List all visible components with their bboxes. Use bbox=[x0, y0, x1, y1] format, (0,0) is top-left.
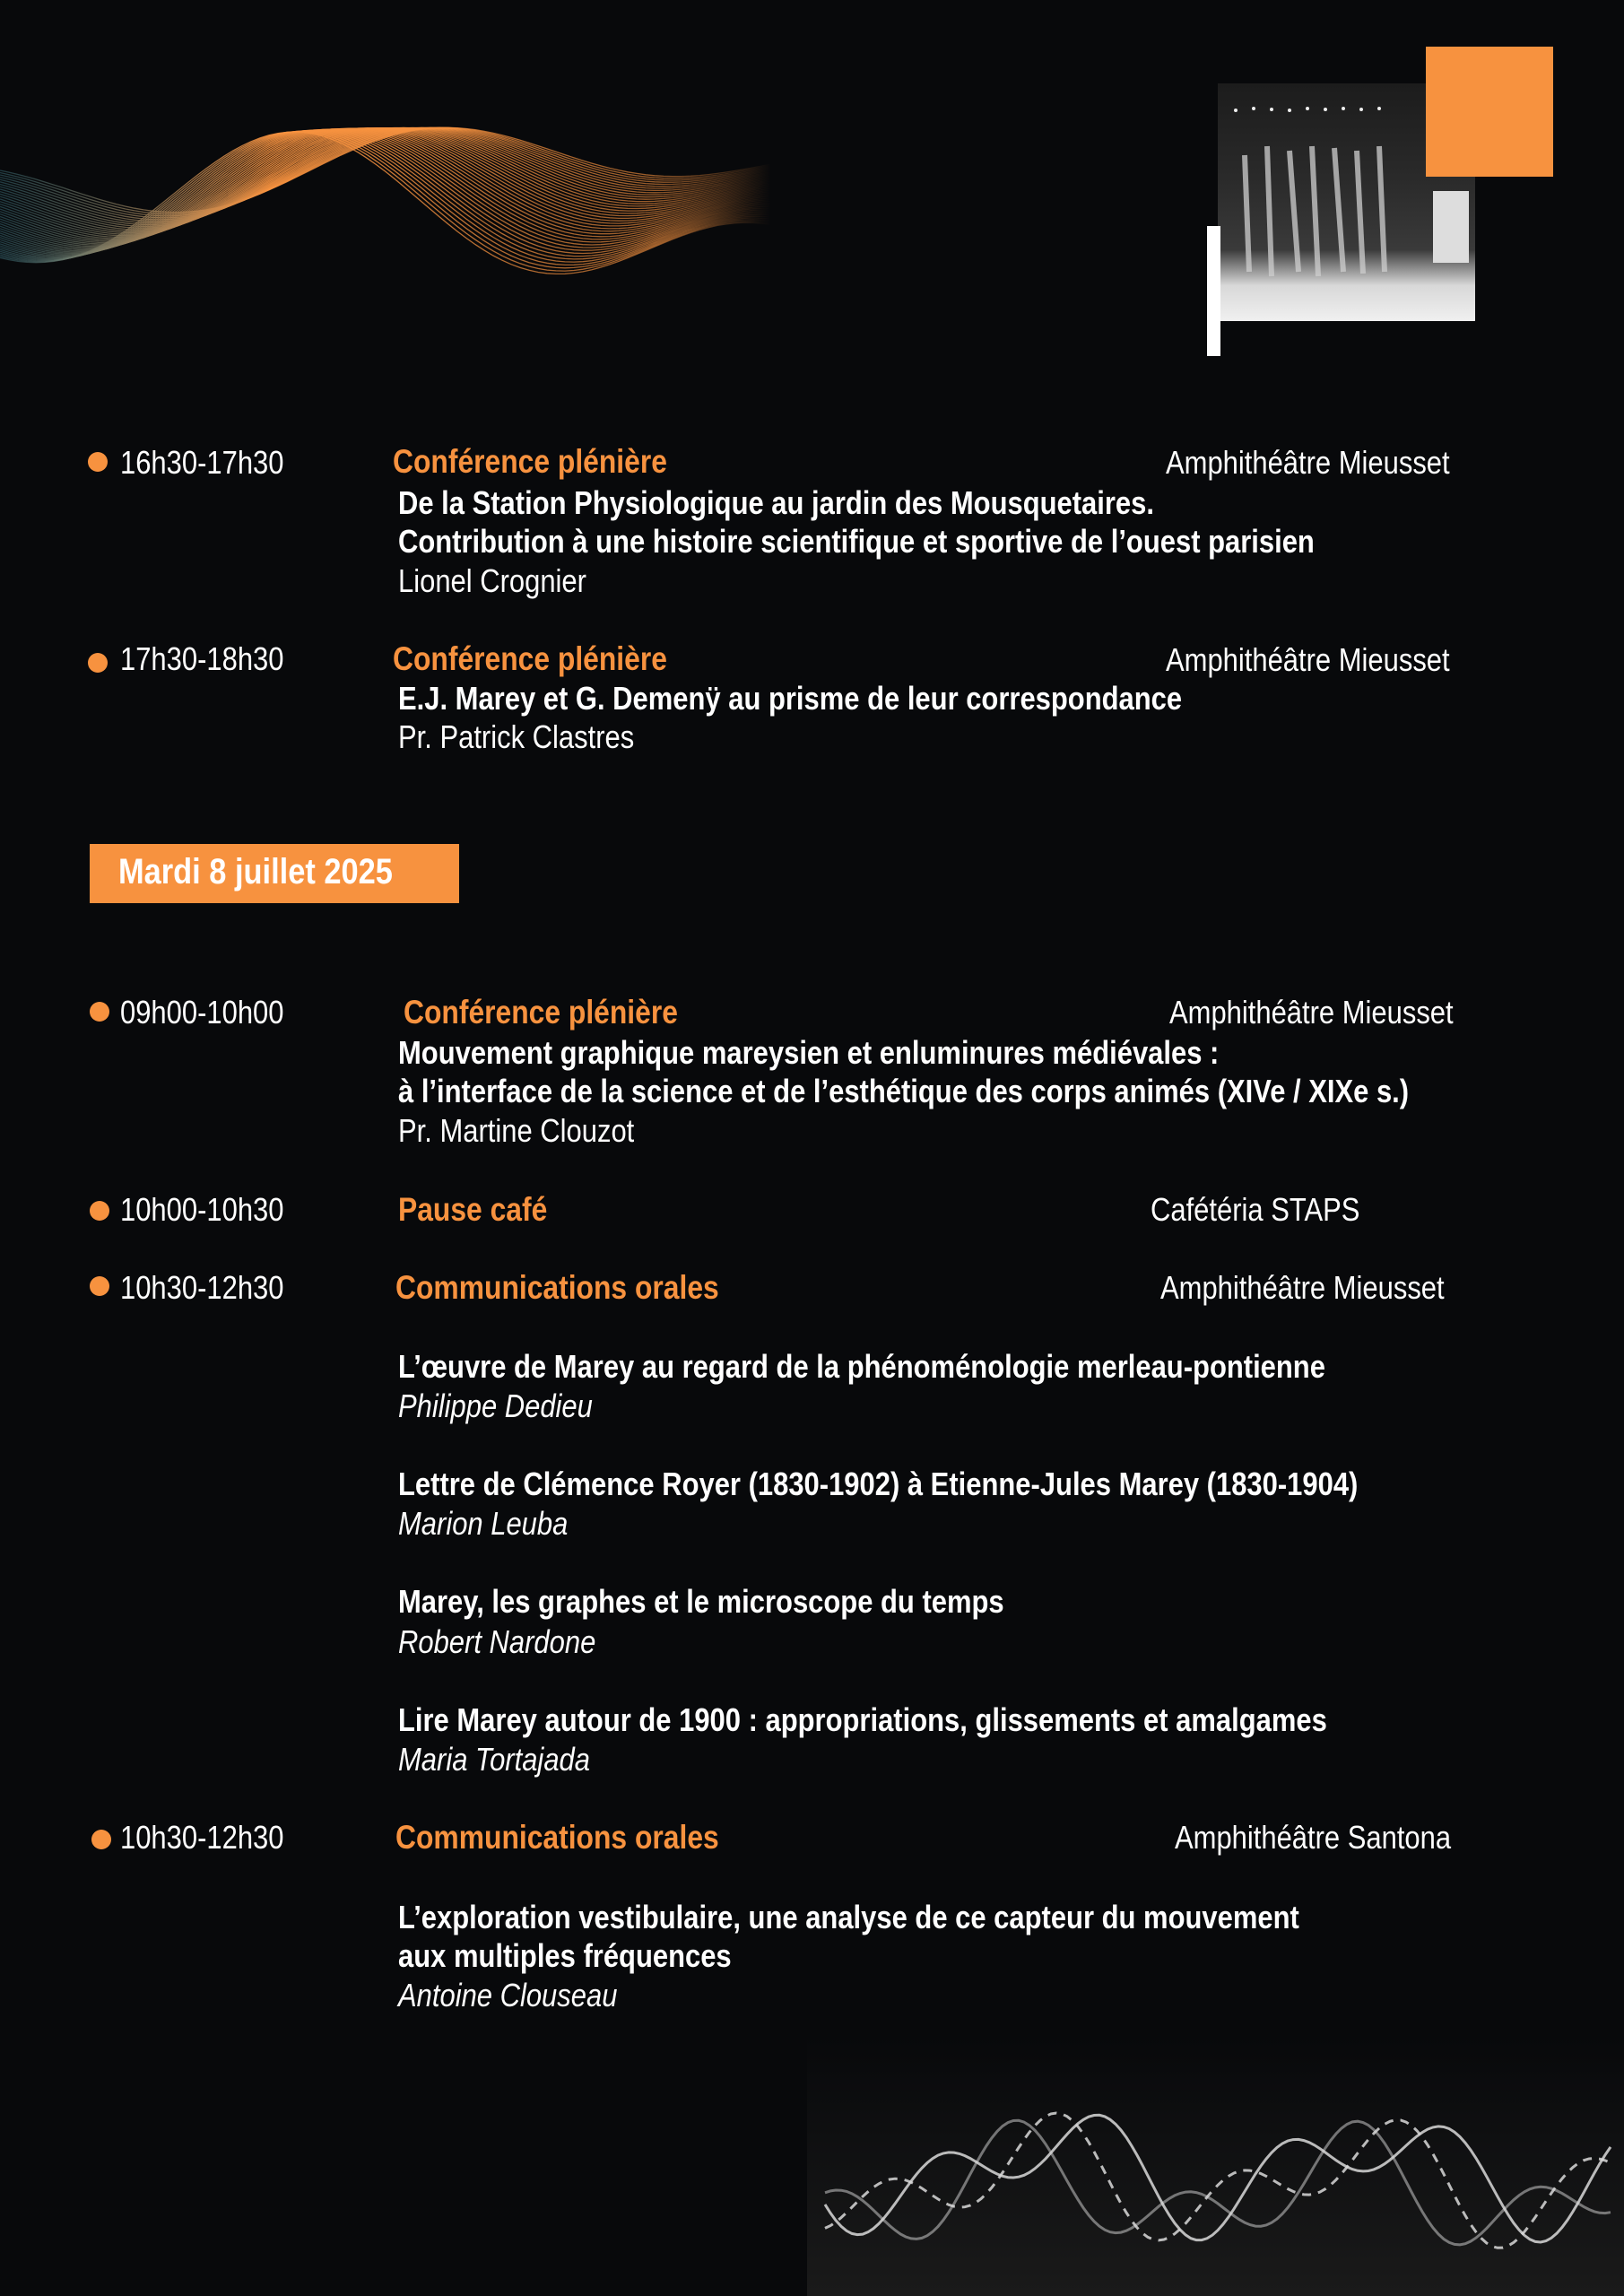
session-title-line: E.J. Marey et G. Demenÿ au prisme de leur correspondance bbox=[398, 680, 1183, 717]
talk-speaker: Maria Tortajada bbox=[398, 1741, 590, 1778]
talk-speaker: Philippe Dedieu bbox=[398, 1387, 593, 1424]
session-room: Amphithéâtre Mieusset bbox=[1166, 641, 1450, 678]
talk-title-line: aux multiples fréquences bbox=[398, 1937, 732, 1974]
session-speaker: Lionel Crognier bbox=[398, 562, 586, 599]
talk-title-line: L’exploration vestibulaire, une analyse de ce capteur du mouvement bbox=[398, 1899, 1299, 1935]
session-time: 10h30-12h30 bbox=[120, 1269, 284, 1306]
orange-wave-icon bbox=[0, 63, 771, 332]
day-heading-band bbox=[90, 844, 459, 903]
bullet-dot bbox=[88, 452, 108, 472]
session-category: Conférence plénière bbox=[393, 640, 667, 677]
talk-speaker: Marion Leuba bbox=[398, 1505, 569, 1542]
session-time: 16h30-17h30 bbox=[120, 444, 284, 481]
session-speaker: Pr. Patrick Clastres bbox=[398, 718, 635, 755]
bullet-dot bbox=[88, 653, 108, 673]
white-bar bbox=[1207, 226, 1220, 356]
talk-speaker: Robert Nardone bbox=[398, 1623, 596, 1660]
session-title-line: Mouvement graphique mareysien et enluminures médiévales : bbox=[398, 1034, 1220, 1071]
bullet-dot bbox=[91, 1830, 111, 1849]
session-category: Communications orales bbox=[395, 1819, 719, 1856]
graph-traces-icon bbox=[807, 2036, 1624, 2296]
session-time: 17h30-18h30 bbox=[120, 640, 284, 677]
talk-title: Marey, les graphes et le microscope du temps bbox=[398, 1583, 1004, 1620]
session-room: Amphithéâtre Mieusset bbox=[1160, 1269, 1445, 1306]
talk-title: L’œuvre de Marey au regard de la phénoménologie merleau-pontienne bbox=[398, 1348, 1325, 1385]
session-category: Conférence plénière bbox=[393, 443, 667, 480]
talk-title: Lire Marey autour de 1900 : appropriations, glissements et amalgames bbox=[398, 1701, 1327, 1738]
session-room: Amphithéâtre Mieusset bbox=[1169, 994, 1454, 1031]
bullet-dot bbox=[90, 1002, 109, 1022]
session-title-line: à l’interface de la science et de l’esthétique des corps animés (XIVe / XIXe s.) bbox=[398, 1073, 1410, 1109]
talk-title: Lettre de Clémence Royer (1830-1902) à Etienne-Jules Marey (1830-1904) bbox=[398, 1465, 1359, 1502]
session-room: Amphithéâtre Mieusset bbox=[1166, 444, 1450, 481]
session-title-line: De la Station Physiologique au jardin des Mousquetaires. bbox=[398, 484, 1154, 521]
session-room: Cafétéria STAPS bbox=[1151, 1191, 1360, 1228]
orange-square bbox=[1426, 47, 1553, 177]
session-time: 10h00-10h30 bbox=[120, 1191, 284, 1228]
wave-line bbox=[0, 131, 771, 263]
talk-speaker: Antoine Clouseau bbox=[398, 1977, 618, 2013]
bullet-dot bbox=[90, 1276, 109, 1296]
session-time: 10h30-12h30 bbox=[120, 1819, 284, 1856]
session-speaker: Pr. Martine Clouzot bbox=[398, 1112, 635, 1149]
wave-line bbox=[0, 129, 771, 251]
session-room: Amphithéâtre Santona bbox=[1175, 1819, 1452, 1856]
session-time: 09h00-10h00 bbox=[120, 994, 284, 1031]
day-heading: Mardi 8 juillet 2025 bbox=[118, 852, 393, 891]
session-category: Conférence plénière bbox=[404, 994, 678, 1031]
bullet-dot bbox=[90, 1201, 109, 1221]
session-title-line: Contribution à une histoire scientifique et sportive de l’ouest parisien bbox=[398, 523, 1315, 560]
session-category: Pause café bbox=[398, 1191, 548, 1228]
session-category: Communications orales bbox=[395, 1269, 719, 1306]
